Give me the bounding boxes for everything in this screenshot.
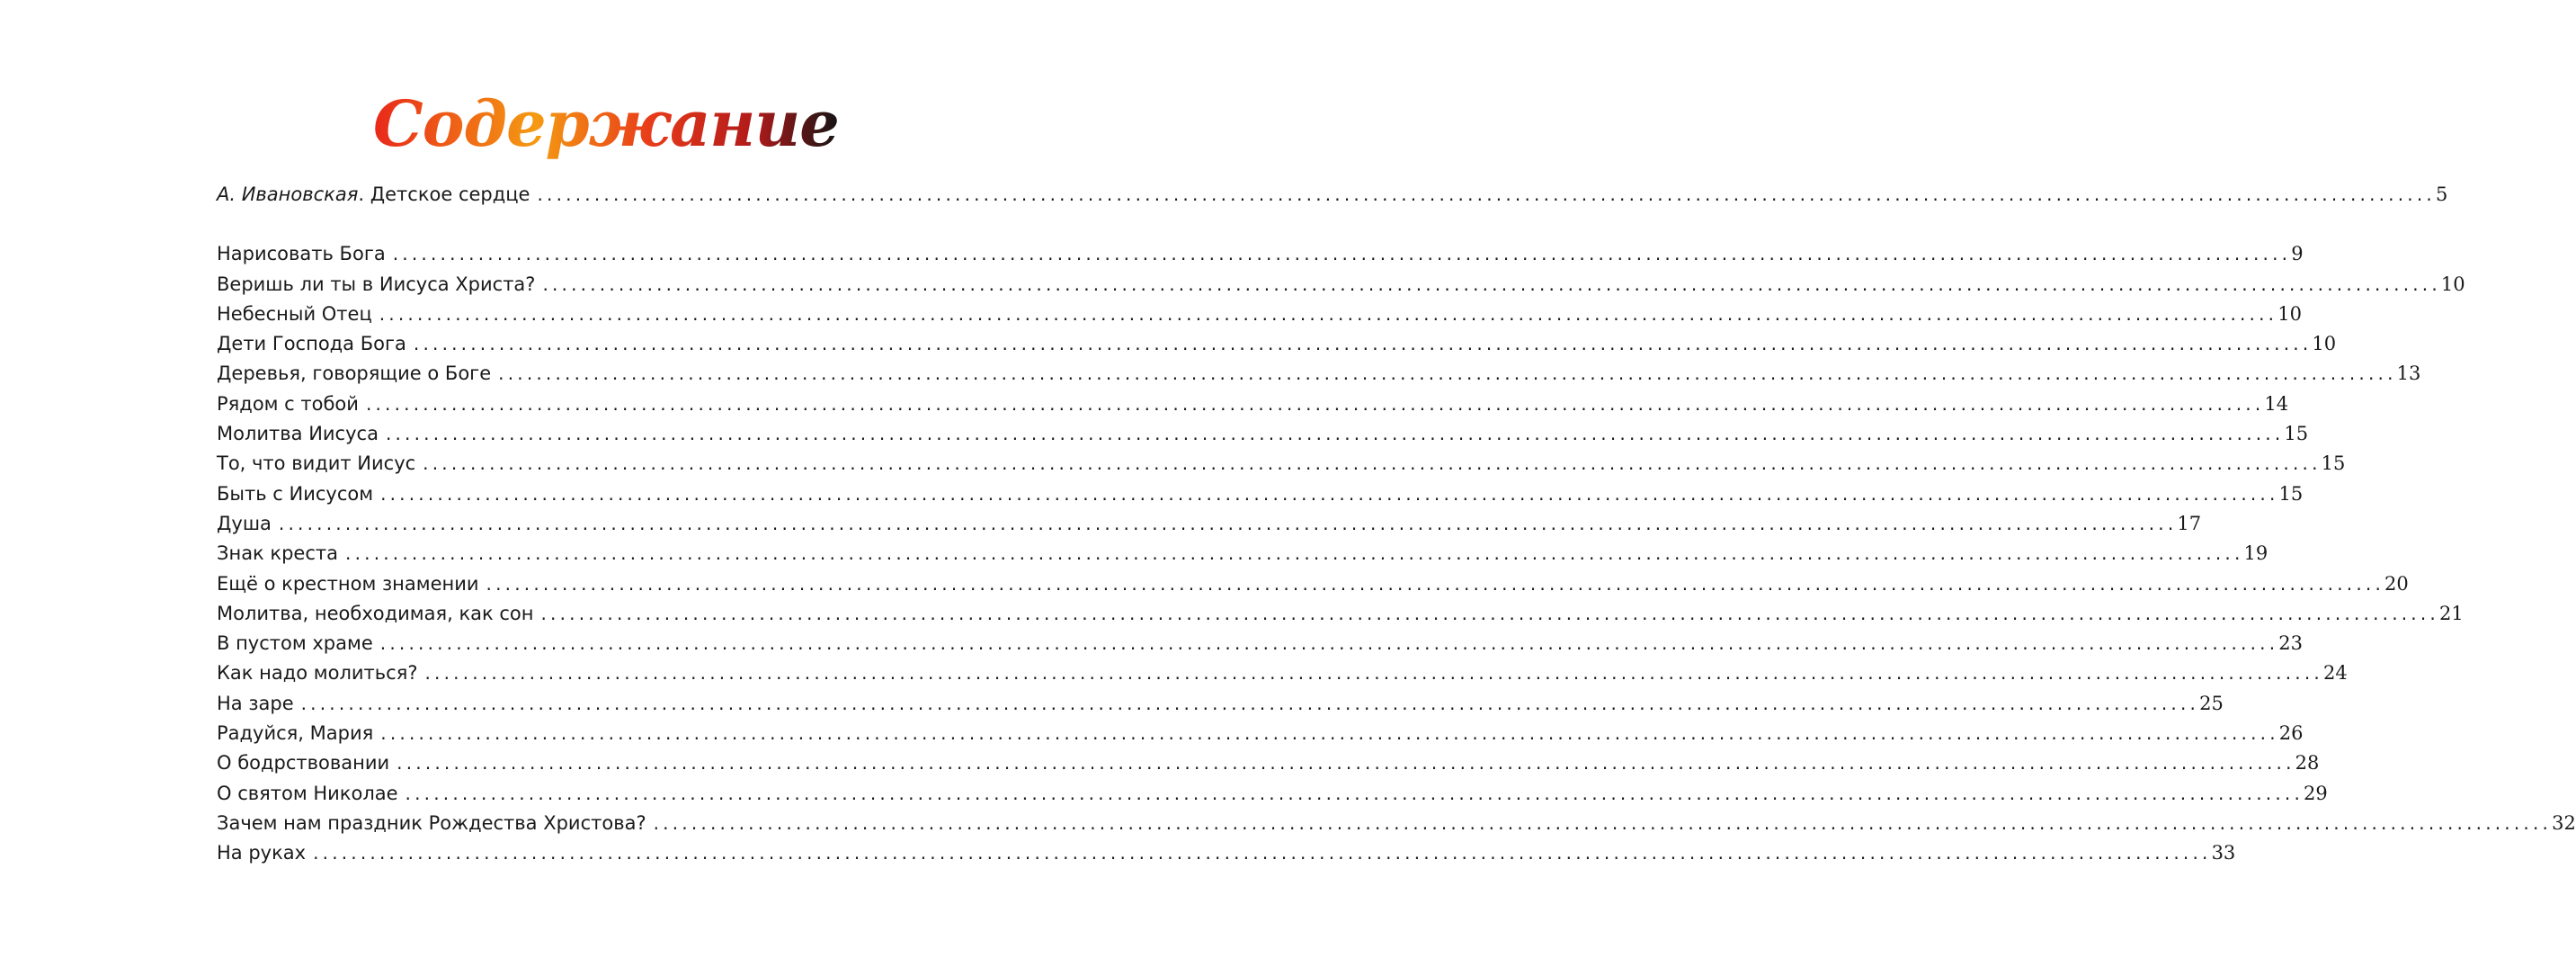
- toc-entry[interactable]: [217, 539, 2268, 569]
- toc-entry-title: В пустом храме: [217, 632, 373, 655]
- page-heading: [270, 83, 839, 182]
- toc-entry[interactable]: [217, 838, 2236, 868]
- toc-entry-page: 10: [2312, 333, 2337, 355]
- toc-entry-title: Нарисовать Бога: [217, 243, 386, 265]
- toc-entry-title: Знак креста: [217, 542, 339, 565]
- toc-entry-page: 29: [2304, 782, 2328, 804]
- toc-leader-dots: ........................................................................................................................................................................................................: [413, 333, 2313, 355]
- toc-entry-page: 26: [2278, 722, 2304, 745]
- toc-entry-title: О бодрствовании: [217, 752, 390, 775]
- toc-leader-dots: ........................................................................................................................................................................................................: [424, 662, 2323, 685]
- toc-entry-title: Молитва, необходимая, как сон: [217, 602, 534, 624]
- toc-intro-name: . Детское сердце: [358, 184, 530, 205]
- toc-entry-title: То, что видит Иисус: [217, 452, 416, 475]
- toc-intro-title: [217, 180, 537, 210]
- toc-entry[interactable]: [217, 748, 2320, 778]
- toc-leader-dots: ........................................................................................................................................................................................................: [365, 392, 2265, 415]
- toc-entry-title: Душа: [217, 512, 272, 534]
- toc-entry-page: 33: [2211, 842, 2236, 864]
- toc-entry-title: Деревья, говорящие о Боге: [217, 363, 492, 385]
- toc-entry-title: На руках: [217, 842, 307, 864]
- toc-entry[interactable]: [217, 449, 2346, 479]
- toc-entry-page: 17: [2177, 512, 2202, 534]
- toc-leader-dots: ........................................................................................................................................................................................................: [486, 572, 2385, 595]
- toc-entry[interactable]: [217, 419, 2309, 449]
- toc-leader-dots: ........................................................................................................................................................................................................: [380, 482, 2279, 505]
- toc-entry-page: 15: [2321, 452, 2346, 475]
- toc-entry-page: 15: [2284, 423, 2309, 445]
- toc-entry-page: 10: [2277, 302, 2302, 325]
- toc-entry[interactable]: [217, 239, 2304, 269]
- toc-entry-page: 28: [2295, 752, 2320, 775]
- toc-leader-dots: ........................................................................................................................................................................................................: [405, 782, 2304, 804]
- toc-leader-dots: ........................................................................................................................................................................................................: [423, 452, 2322, 475]
- toc-entry[interactable]: [217, 689, 2224, 719]
- toc-entry[interactable]: [217, 359, 2421, 389]
- toc-leader-dots: ........................................................................................................................................................................................................: [385, 423, 2285, 445]
- toc-leader-dots: ........................................................................................................................................................................................................: [537, 184, 2436, 205]
- toc-entry-page: 9: [2291, 243, 2304, 265]
- toc-entry-title: Быть с Иисусом: [217, 482, 374, 505]
- toc-leader-dots: ........................................................................................................................................................................................................: [392, 243, 2292, 265]
- toc-entry[interactable]: [217, 779, 2328, 809]
- toc-leader-dots: ........................................................................................................................................................................................................: [397, 752, 2295, 775]
- toc-entry-title: Зачем нам праздник Рождества Христова?: [217, 811, 646, 834]
- toc-leader-dots: ........................................................................................................................................................................................................: [653, 811, 2553, 834]
- toc-entry-page: 21: [2438, 602, 2464, 624]
- toc-entry-title: Как надо молиться?: [217, 662, 418, 685]
- heading-text: Содержание: [373, 86, 839, 161]
- toc-entry-page: 10: [2440, 273, 2465, 295]
- toc-entry-page: 32: [2552, 811, 2576, 834]
- toc-entry[interactable]: [217, 390, 2289, 419]
- toc-entry[interactable]: [217, 300, 2302, 329]
- toc-leader-dots: ........................................................................................................................................................................................................: [540, 602, 2439, 624]
- toc-leader-dots: ........................................................................................................................................................................................................: [278, 512, 2178, 534]
- toc-leader-dots: ........................................................................................................................................................................................................: [379, 302, 2278, 325]
- toc-entry[interactable]: [217, 509, 2202, 539]
- toc-entry-page: 23: [2278, 632, 2303, 655]
- toc-leader-dots: ........................................................................................................................................................................................................: [380, 722, 2279, 745]
- toc-leader-dots: ........................................................................................................................................................................................................: [498, 363, 2397, 385]
- toc-entry[interactable]: [217, 809, 2576, 838]
- toc-entry-page: 13: [2396, 363, 2421, 385]
- toc-entry-page: 25: [2199, 692, 2224, 714]
- toc-entry-title: Ещё о крестном знамении: [217, 572, 479, 595]
- toc-leader-dots: ........................................................................................................................................................................................................: [542, 273, 2441, 295]
- toc-entry[interactable]: [217, 629, 2303, 658]
- toc-leader-dots: ........................................................................................................................................................................................................: [300, 692, 2200, 714]
- toc-entry[interactable]: [217, 719, 2304, 748]
- table-of-contents: [217, 180, 2576, 869]
- toc-entry[interactable]: [217, 479, 2304, 509]
- toc-leader-dots: ........................................................................................................................................................................................................: [313, 842, 2212, 864]
- toc-entry[interactable]: [217, 599, 2464, 629]
- heading-graphic: [270, 83, 839, 182]
- toc-intro-author: А. Ивановская: [217, 184, 359, 205]
- toc-entry-title: О святом Николае: [217, 782, 398, 804]
- toc-entry[interactable]: [217, 329, 2337, 359]
- toc-entry-title: Молитва Иисуса: [217, 423, 379, 445]
- toc-intro-row[interactable]: [217, 180, 2448, 210]
- toc-entry-page: 19: [2243, 542, 2268, 565]
- toc-entry[interactable]: [217, 270, 2465, 300]
- toc-entry-title: Веришь ли ты в Иисуса Христа?: [217, 273, 536, 295]
- toc-entry-page: 20: [2384, 572, 2409, 595]
- toc-entry-title: На заре: [217, 692, 294, 714]
- toc-intro-page: 5: [2435, 184, 2448, 205]
- toc-leader-dots: ........................................................................................................................................................................................................: [379, 632, 2279, 655]
- toc-entry-title: Рядом с тобой: [217, 392, 359, 415]
- toc-entry[interactable]: [217, 658, 2348, 688]
- toc-entry-page: 24: [2322, 662, 2348, 685]
- toc-entry-title: Небесный Отец: [217, 302, 372, 325]
- toc-entry-list: [217, 239, 2576, 868]
- toc-leader-dots: ........................................................................................................................................................................................................: [345, 542, 2244, 565]
- toc-entry-title: Радуйся, Мария: [217, 722, 374, 745]
- toc-entry-page: 15: [2278, 482, 2304, 505]
- toc-entry-page: 14: [2264, 392, 2289, 415]
- toc-entry[interactable]: [217, 569, 2409, 599]
- toc-entry-title: Дети Господа Бога: [217, 333, 406, 355]
